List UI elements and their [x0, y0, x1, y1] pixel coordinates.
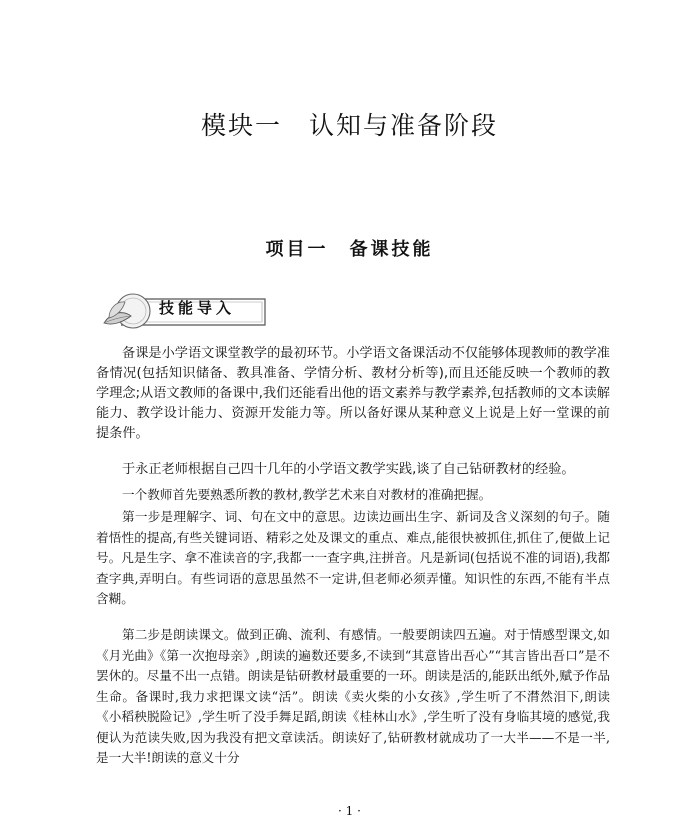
paragraph-yu-yongzheng: 于永正老师根据自己四十几年的小学语文教学实践,谈了自己钻研教材的经验。 — [122, 462, 575, 477]
paragraph-quote-opening: 一个教师首先要熟悉所教的教材,教学艺术来自对教材的准确把握。 — [122, 487, 492, 502]
paragraph-intro: 备课是小学语文课堂教学的最初环节。小学语文备课活动不仅能够体现教师的教学准备情况(包括知识储备、教具准备、学情分析、教材分析等),而且还能反映一个教师的教学理念;从语文教师的备课中,我们还能看出他的语文素养与教学素养,包括教师的文本读解能力、教学设计能力、资源开发能力等。所以备好课从某种意义上说是上好一堂课的前提条件。 — [96, 346, 610, 441]
leaf-icon — [101, 292, 151, 332]
module-title: 模块一 认知与准备阶段 — [200, 111, 498, 140]
section-banner-label: 技能导入 — [159, 299, 236, 317]
paragraph-step-one: 第一步是理解字、词、句在文中的意思。边读边画出生字、新词及含义深刻的句子。随着悟性的提高,有些关键词语、精彩之处及课文的重点、难点,能很快被抓住,抓住了,便做上记号。凡是生字、拿不准读音的字,我都一一查字典,注拼音。凡是新词(包括说不准的词语),我都查字典,弄明白。有些词语的意思虽然不一定讲,但老师必须弄懂。知识性的东西,不能有半点含糊。 — [96, 509, 610, 606]
paragraph-step-two: 第二步是朗读课文。做到正确、流利、有感情。一般要朗读四五遍。对于情感型课文,如《月光曲》《第一次抱母亲》,朗读的遍数还要多,不读到“其意皆出吾心”“其言皆出吾口”是不罢休的。尽量不出一点错。朗读是钻研教材最重要的一环。朗读是活的,能跃出纸外,赋予作品生命。备课时,我力求把课文读“活”。朗读《卖火柴的小女孩》,学生听了不潸然泪下,朗读《小稻秧脱险记》,学生听了没手舞足蹈,朗读《桂林山水》,学生听了没有身临其境的感觉,我便认为范读失败,因为我没有把文章读活。朗读好了,钻研教材就成功了一大半——不是一半,是一大半!朗读的意义十分 — [96, 627, 610, 765]
section-banner — [101, 292, 271, 332]
page-number: · 1 · — [338, 804, 361, 818]
project-title: 项目一 备课技能 — [265, 239, 434, 260]
